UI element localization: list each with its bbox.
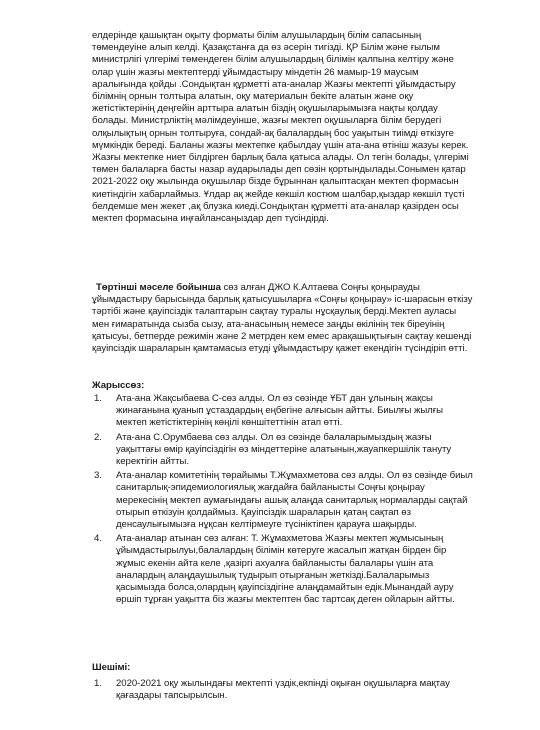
discussion-list <box>92 393 474 608</box>
list-item-text: Ата-аналар комитетінің төрайымы Т.Жұмахметова сөз алды. Ол өз сөзінде биыл санитарлық-эпидемиологиялық жағдайға байланысты Соңғы қоңырау мерекесінің мектеп аумағындағы ашық алаңда санитарлық нормаларды сақтай отырып өткізуін қолдаймыз. Қауіпсіздік шараларын қатаң сақтап өз денсаулығымызға нұқсан келтірмеуге түсініктіпен қарауға шақырды. <box>116 470 473 531</box>
list-item <box>92 533 474 606</box>
decision-title: Шешімі: <box>92 662 131 673</box>
list-number: 3. <box>94 470 102 482</box>
list-item-text: Ата-ана С.Орумбаева сөз алды. Ол өз сөзінде балаларымыздың жазғы уақыттағы өмір қауіпсіздігін өз міндеттеріне алатынын,жауапкершілік тануту керектігін айтты. <box>116 431 452 468</box>
issue-four-heading: Төртінші мәселе бойынша <box>96 282 221 293</box>
list-item <box>92 470 474 531</box>
issue-four-paragraph <box>92 282 474 355</box>
list-number: 1. <box>94 678 102 689</box>
list-item <box>92 678 474 702</box>
list-number: 4. <box>94 533 102 545</box>
list-item-text: Ата-ана Жақсыбаева С-сөз алды. Ол өз сөзінде ҰБТ дан ұлының жақсы жинағанына қуанып ұстаздардың еңбегіне алғысын айтты. Биылғы жылғы мектеп жетістіктерінің көңілі көншітеттінін атап өтті. <box>116 393 444 429</box>
discussion-title: Жарыссөз: <box>92 380 145 391</box>
issue-four-text: сөз алған ДЖО К.Алтаева Соңғы қоңырауды ұйымдастыру барысында барлық қатысушыларға «Соңғы қоңырау» іс-шарасын өткізу тәртібі және қауіпсіздік талаптарын сақтау туралы нұсқаулық берді.Мектеп ауласы мен ғимаратында сызба сызу, ата-анасының немесе заңды өкілінің тек біреуінің қатысуы, бетперде режимін және 2 метрден кем емес арақашықтығын сақтау кешенді қауіпсіздік шараларын қамтамасыз етуді ұйымдастыру қажет екендігін түсіндіріп өтті. <box>92 282 473 355</box>
list-number: 2. <box>94 431 102 443</box>
decision-list <box>92 678 474 702</box>
list-item-text: 2020-2021 оқу жылындағы мектепті үздік,екпінді оқыған оқушыларға мақтау қағаздары тапсырылсын. <box>116 678 450 702</box>
intro-paragraph: елдерінде қашықтан оқыту форматы білім алушылардың білім сапасының төмендеуіне алып келді. Қазақстанға да өз әсерін тигізді. ҚР Білім және ғылым министрлігі үлгерімі төмендеген білім алушылардың білімін қалпына келтіру және олар үшін жазғы мектептерді ұйымдастыру міндетін 26 мамыр-19 маусым аралығында қойды .Сондықтан құрметті ата-аналар Жазғы мектепті ұйымдастыру білімнің орнын толтыра алатын, оқу материалын бекіте алатын және оқу жетістіктерінің деңгейін арттыра алатын біздің оқушыларымызға нақты қолдау болады. Министрліктің мәлімдеуінше, жазғы мектеп оқушыларға білім берудегі олқылықтың орнын толтыруға, сондай-ақ балалардың бос уақытын тиімді өткізуге мүмкіндік береді. Баланы жазғы мектепке қабылдау үшін ата-ана өтініш жазуы керек. Жазғы мектепке ниет білдірген барлық бала қатыса алады. Ол тегін болады, үлгерімі төмен балаларға басты назар аударылады деп сөзін қортындылады.Сонымен қатар 2021-2022 оқу жылында оқушылар бізде бұрыннан қалыптасқан мектеп формасын киетіндігін хабарлаймыз. Ұлдар ақ жейде көкшіл костюм шалбар,қыздар көкшіл түсті белдемше мен жекет ,ақ блузка киеді.Сондықтан құрметті ата-аналар қазірден осы мектеп формасына иңғайлансаңыздар деп түсіндірді. <box>92 30 469 225</box>
list-item-text: Ата-аналар атынан сөз алған: Т. Жұмахметова Жазғы мектеп жұмысының ұйымдастырылуы,балалардың білімін көтеруге жасалып жатқан бірден бір жұмыс екенін айта келе ,қазіргі ахуалға байланысты балалары үшін ата аналардың алаңдаушылық тудырып отырғанын жеткізді.Балаларымыз қасымызда болса,олардың қауіпсіздігіне алаңдамайтын едік.Мынандай ауру өршіп тұрған уақытта біз жазғы мектептен бас тартсақ деген ойларын айтты. <box>116 533 455 606</box>
list-number: 1. <box>94 393 102 404</box>
list-item <box>92 432 474 469</box>
list-item <box>92 393 474 430</box>
